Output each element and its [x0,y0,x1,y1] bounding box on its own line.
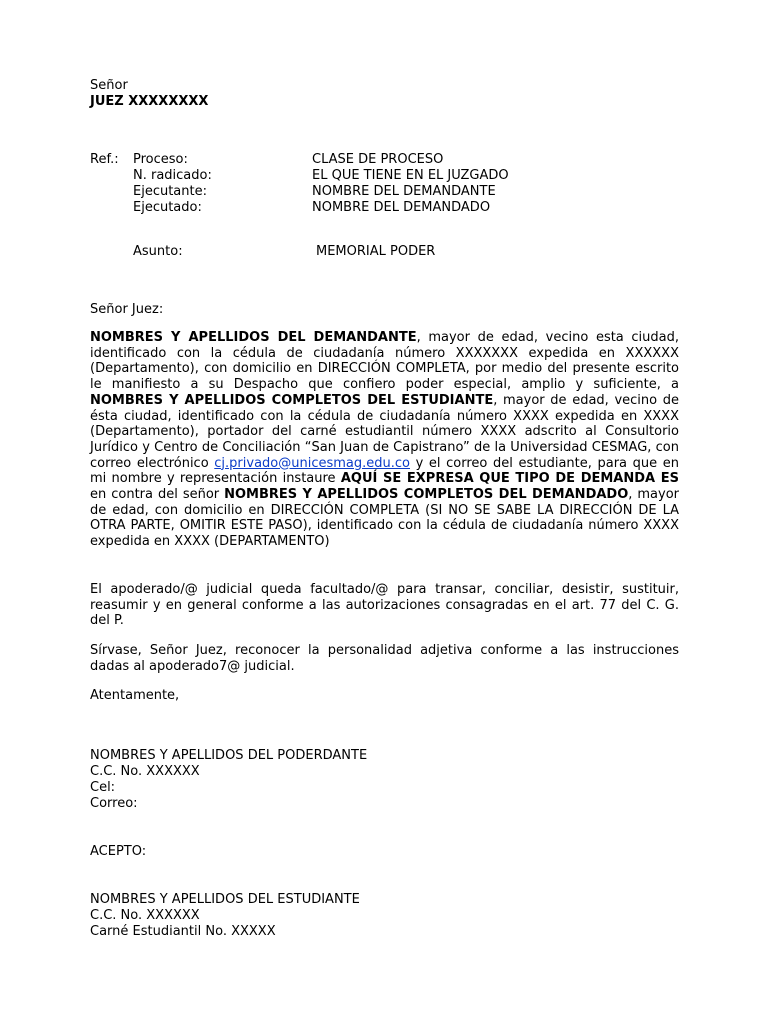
ref-value-radicado: EL QUE TIENE EN EL JUZGADO [312,168,509,183]
estudiante-name: NOMBRES Y APELLIDOS COMPLETOS DEL ESTUDIANTE [90,392,494,408]
body-paragraph-2: El apoderado/@ judicial queda facultado/@ para transar, conciliar, desistir, sustituir, reasumir y en general conforme a las autorizaciones consagradas en el art. 77 del C. G. del P. [90,582,679,629]
email-link[interactable]: cj.privado@unicesmag.edu.co [214,455,410,471]
acepto-label: ACEPTO: [90,844,147,859]
addressee: JUEZ XXXXXXXX [90,94,209,109]
ref-label-ejecutante: Ejecutante: [133,184,207,199]
subject-value: MEMORIAL PODER [316,244,436,259]
ref-label-ejecutado: Ejecutado: [133,200,202,215]
signer-cel: Cel: [90,780,116,795]
demandante-name: NOMBRES Y APELLIDOS DEL DEMANDANTE [90,330,417,345]
ref-value-ejecutado: NOMBRE DEL DEMANDADO [312,200,491,215]
student-cc: C.C. No. XXXXXX [90,908,200,923]
salutation: Señor [90,78,128,93]
demand-type: AQUÍ SE EXPRESA QUE TIPO DE DEMANDA ES [340,471,680,487]
body-paragraph-1: NOMBRES Y APELLIDOS DEL DEMANDANTE, mayor de edad, vecino esta ciudad, identificado con la cédula de ciudadanía número XXXXXXX expedida en XXXXXX (Departamento), con domicilio en DIRECCIÓN COMPLETA, por medio del presente escrito le manifiesto a su Despacho que confiero poder especial, amplio y suficiente, a NOMBRES Y APELLIDOS COMPLETOS DEL ESTUDIANTE, mayor de edad, vecino de ésta ciudad, identificado con la cédula de ciudadanía número XXXX expedida en XXXX (Departamento), portador del carné estudiantil número XXXX adscrito al Consultorio Jurídico y Centro de Conciliación “San Juan de Capistrano” de la Universidad CESMAG, con correo electrónico cj.privado@unicesmag.edu.co y el correo del estudiante, para que en mi nombre y representación instaure AQUÍ SE EXPRESA QUE TIPO DE DEMANDA ES en contra del señor NOMBRES Y APELLIDOS COMPLETOS DEL DEMANDADO, mayor de edad, con domicilio en DIRECCIÓN COMPLETA (SI NO SE SABE LA DIRECCIÓN DE LA OTRA PARTE, OMITIR ESTE PASO), identificado con la cédula de ciudadanía número XXXX expedida en XXXX (DEPARTAMENTO) [90,330,680,550]
ref-value-proceso: CLASE DE PROCESO [312,152,444,167]
ref-value-ejecutante: NOMBRE DEL DEMANDANTE [312,184,496,199]
ref-label-proceso: Proceso: [133,152,188,167]
signer-cc: C.C. No. XXXXXX [90,764,200,779]
subject-label: Asunto: [133,244,183,259]
signer-correo: Correo: [90,796,138,811]
greeting: Señor Juez: [90,302,164,317]
ref-label: Ref.: [90,152,119,167]
demandado-name: NOMBRES Y APELLIDOS COMPLETOS DEL DEMANDADO [224,487,629,503]
ref-label-radicado: N. radicado: [133,168,212,183]
signer-name: NOMBRES Y APELLIDOS DEL PODERDANTE [90,748,368,763]
student-carne: Carné Estudiantil No. XXXXX [90,924,276,939]
closing: Atentamente, [90,688,180,703]
body-paragraph-3: Sírvase, Señor Juez, reconocer la personalidad adjetiva conforme a las instrucciones dadas al apoderado7@ judicial. [90,643,679,674]
student-name: NOMBRES Y APELLIDOS DEL ESTUDIANTE [90,892,360,907]
